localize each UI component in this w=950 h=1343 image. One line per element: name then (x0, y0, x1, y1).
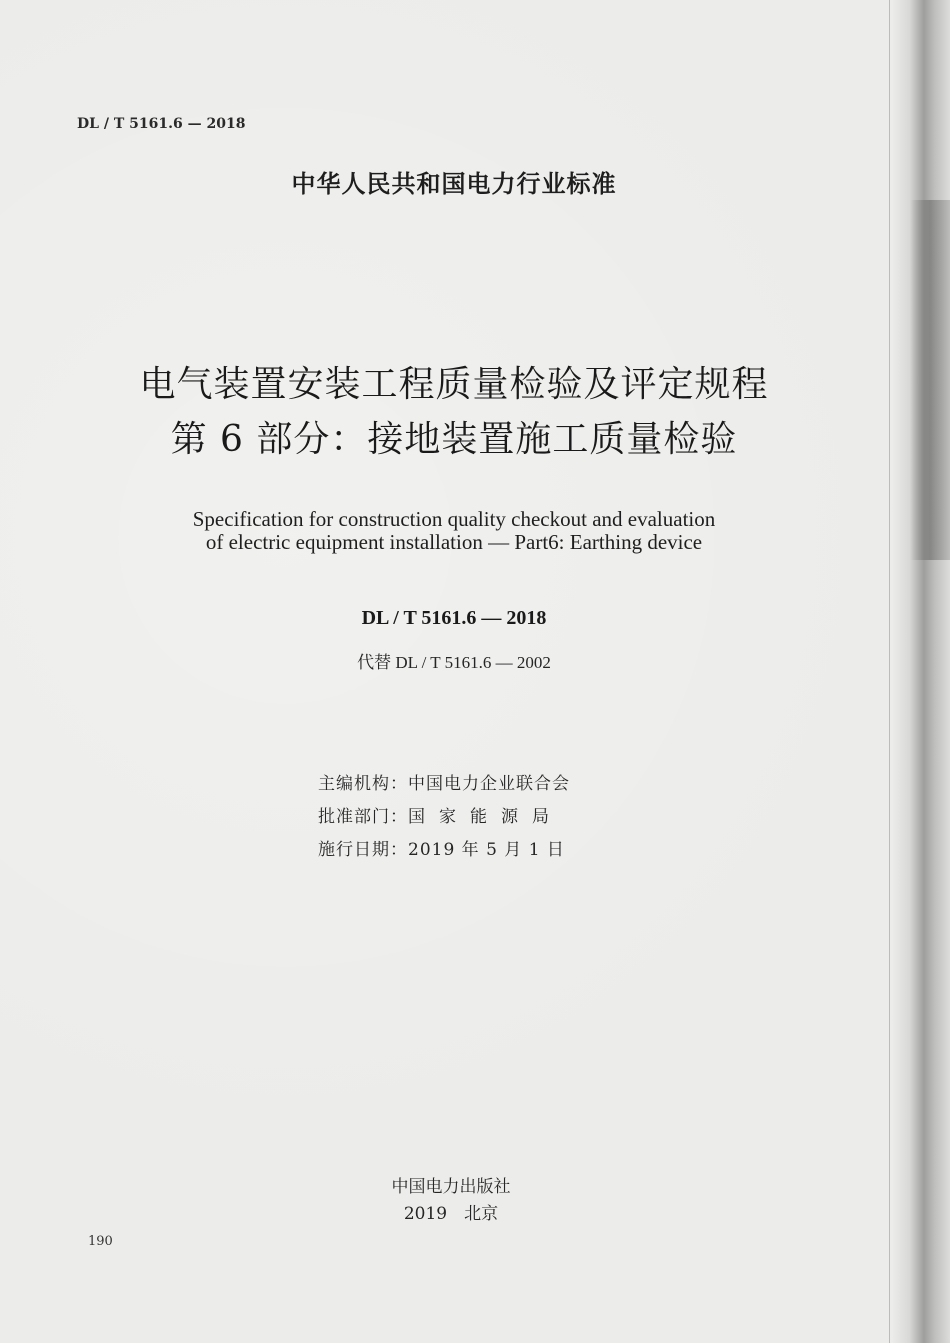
editor-value: 中国电力企业联合会 (408, 774, 570, 794)
publication-year-city: 2019 北京 (403, 1204, 499, 1224)
approver-label: 批准部门： (318, 807, 408, 827)
approver-row (318, 802, 563, 827)
approver-value: 国家能源局 (408, 807, 563, 827)
editor-label: 主编机构： (318, 774, 408, 794)
title-chinese-line-1: 电气装置安装工程质量检验及评定规程 (139, 364, 769, 405)
replaces-standard: 代替 DL / T 5161.6 — 2002 (357, 653, 551, 672)
standard-code: DL / T 5161.6 — 2018 (361, 607, 547, 629)
title-english-line-2: of electric equipment installation — Part6: Earthing device (205, 530, 703, 554)
page-number: 190 (88, 1234, 113, 1249)
publisher-name: 中国电力出版社 (391, 1177, 511, 1197)
effective-date-row (318, 835, 565, 860)
editor-row (318, 769, 570, 794)
effective-date-value: 2019 年 5 月 1 日 (408, 840, 565, 860)
header-standard-code: DL / T 5161.6 — 2018 (77, 116, 246, 132)
binding-dark-band (910, 200, 950, 560)
effective-date-label: 施行日期： (318, 840, 408, 860)
industry-standard-heading: 中华人民共和国电力行业标准 (291, 170, 617, 198)
title-english-line-1: Specification for construction quality checkout and evaluation (192, 507, 716, 531)
title-chinese-line-2: 第 6 部分：接地装置施工质量检验 (170, 419, 738, 460)
